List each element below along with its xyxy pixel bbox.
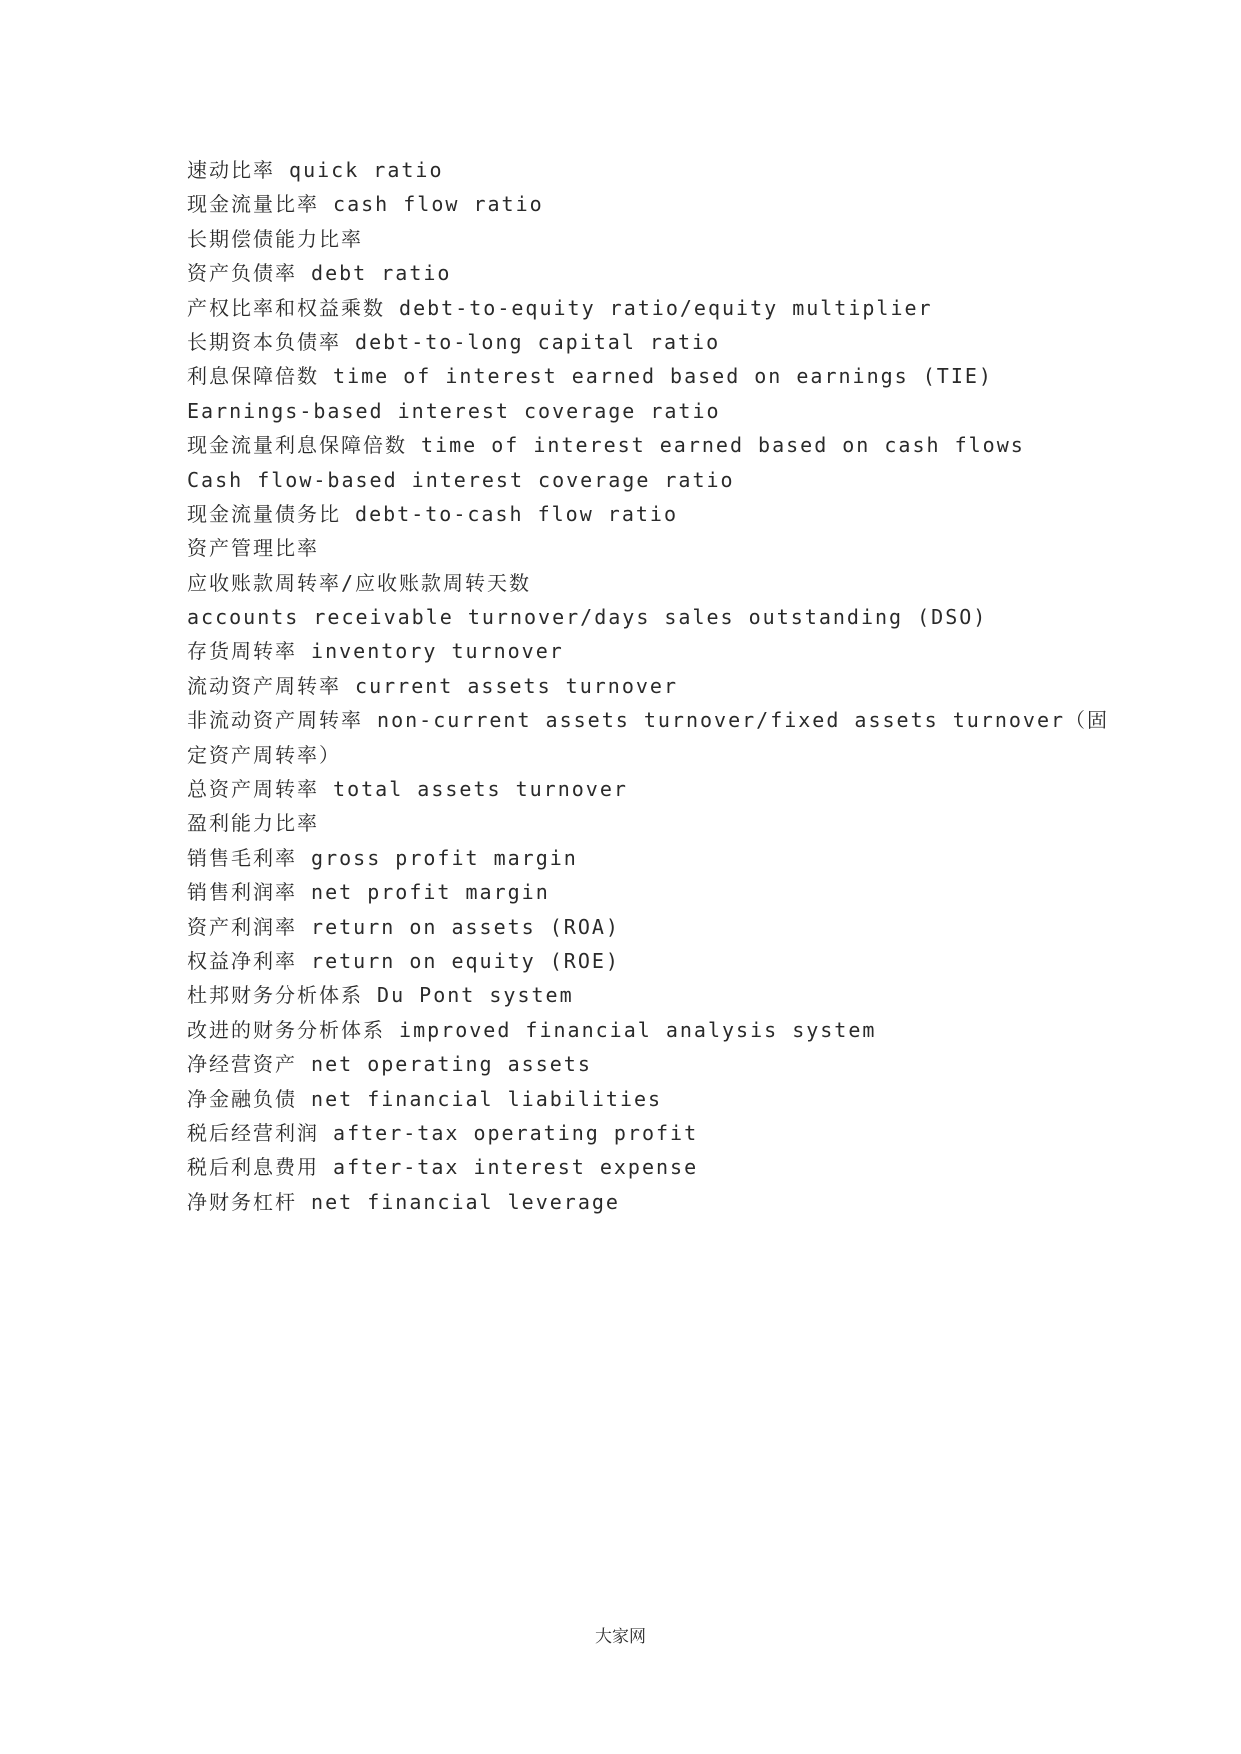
- glossary-line: 权益净利率 return on equity (ROE): [187, 948, 620, 973]
- glossary-line: 销售利润率 net profit margin: [187, 880, 550, 905]
- glossary-line: 杜邦财务分析体系 Du Pont system: [187, 983, 574, 1008]
- glossary-line: 净财务杠杆 net financial leverage: [187, 1189, 620, 1214]
- glossary-line: Cash flow-based interest coverage ratio: [187, 467, 735, 492]
- glossary-line: 应收账款周转率/应收账款周转天数: [187, 570, 532, 595]
- glossary-line: 流动资产周转率 current assets turnover: [187, 673, 678, 698]
- glossary-line: 现金流量利息保障倍数 time of interest earned based on cash flows: [187, 433, 1025, 458]
- glossary-line: 非流动资产周转率 non-current assets turnover/fixed assets turnover（固: [187, 708, 1110, 733]
- glossary-line: 存货周转率 inventory turnover: [187, 639, 564, 664]
- glossary-line: 税后经营利润 after-tax operating profit: [187, 1120, 699, 1145]
- glossary-line: 净金融负债 net financial liabilities: [187, 1086, 663, 1111]
- glossary-line: 产权比率和权益乘数 debt-to-equity ratio/equity multiplier: [187, 295, 933, 320]
- glossary-line: 现金流量债务比 debt-to-cash flow ratio: [187, 501, 678, 526]
- glossary-content: [187, 153, 1110, 1219]
- glossary-line: Earnings-based interest coverage ratio: [187, 398, 721, 423]
- page-footer: 大家网: [595, 1627, 646, 1647]
- glossary-line: 总资产周转率 total assets turnover: [187, 777, 628, 802]
- glossary-line: 税后利息费用 after-tax interest expense: [187, 1155, 699, 1180]
- glossary-line: 资产负债率 debt ratio: [187, 261, 452, 286]
- glossary-line: 定资产周转率）: [187, 742, 341, 767]
- glossary-line: 速动比率 quick ratio: [187, 158, 444, 182]
- glossary-line: 长期偿债能力比率: [187, 226, 363, 251]
- glossary-line: 利息保障倍数 time of interest earned based on earnings (TIE): [187, 364, 993, 389]
- glossary-line: 销售毛利率 gross profit margin: [187, 845, 578, 870]
- glossary-line: 净经营资产 net operating assets: [187, 1052, 592, 1077]
- glossary-line: 资产利润率 return on assets (ROA): [187, 914, 620, 939]
- glossary-line: 改进的财务分析体系 improved financial analysis system: [187, 1017, 877, 1042]
- glossary-line: 现金流量比率 cash flow ratio: [187, 192, 544, 217]
- glossary-line: 资产管理比率: [187, 536, 319, 561]
- glossary-line: accounts receivable turnover/days sales outstanding (DSO): [187, 605, 988, 630]
- glossary-line: 长期资本负债率 debt-to-long capital ratio: [187, 329, 721, 354]
- glossary-line: 盈利能力比率: [187, 811, 319, 836]
